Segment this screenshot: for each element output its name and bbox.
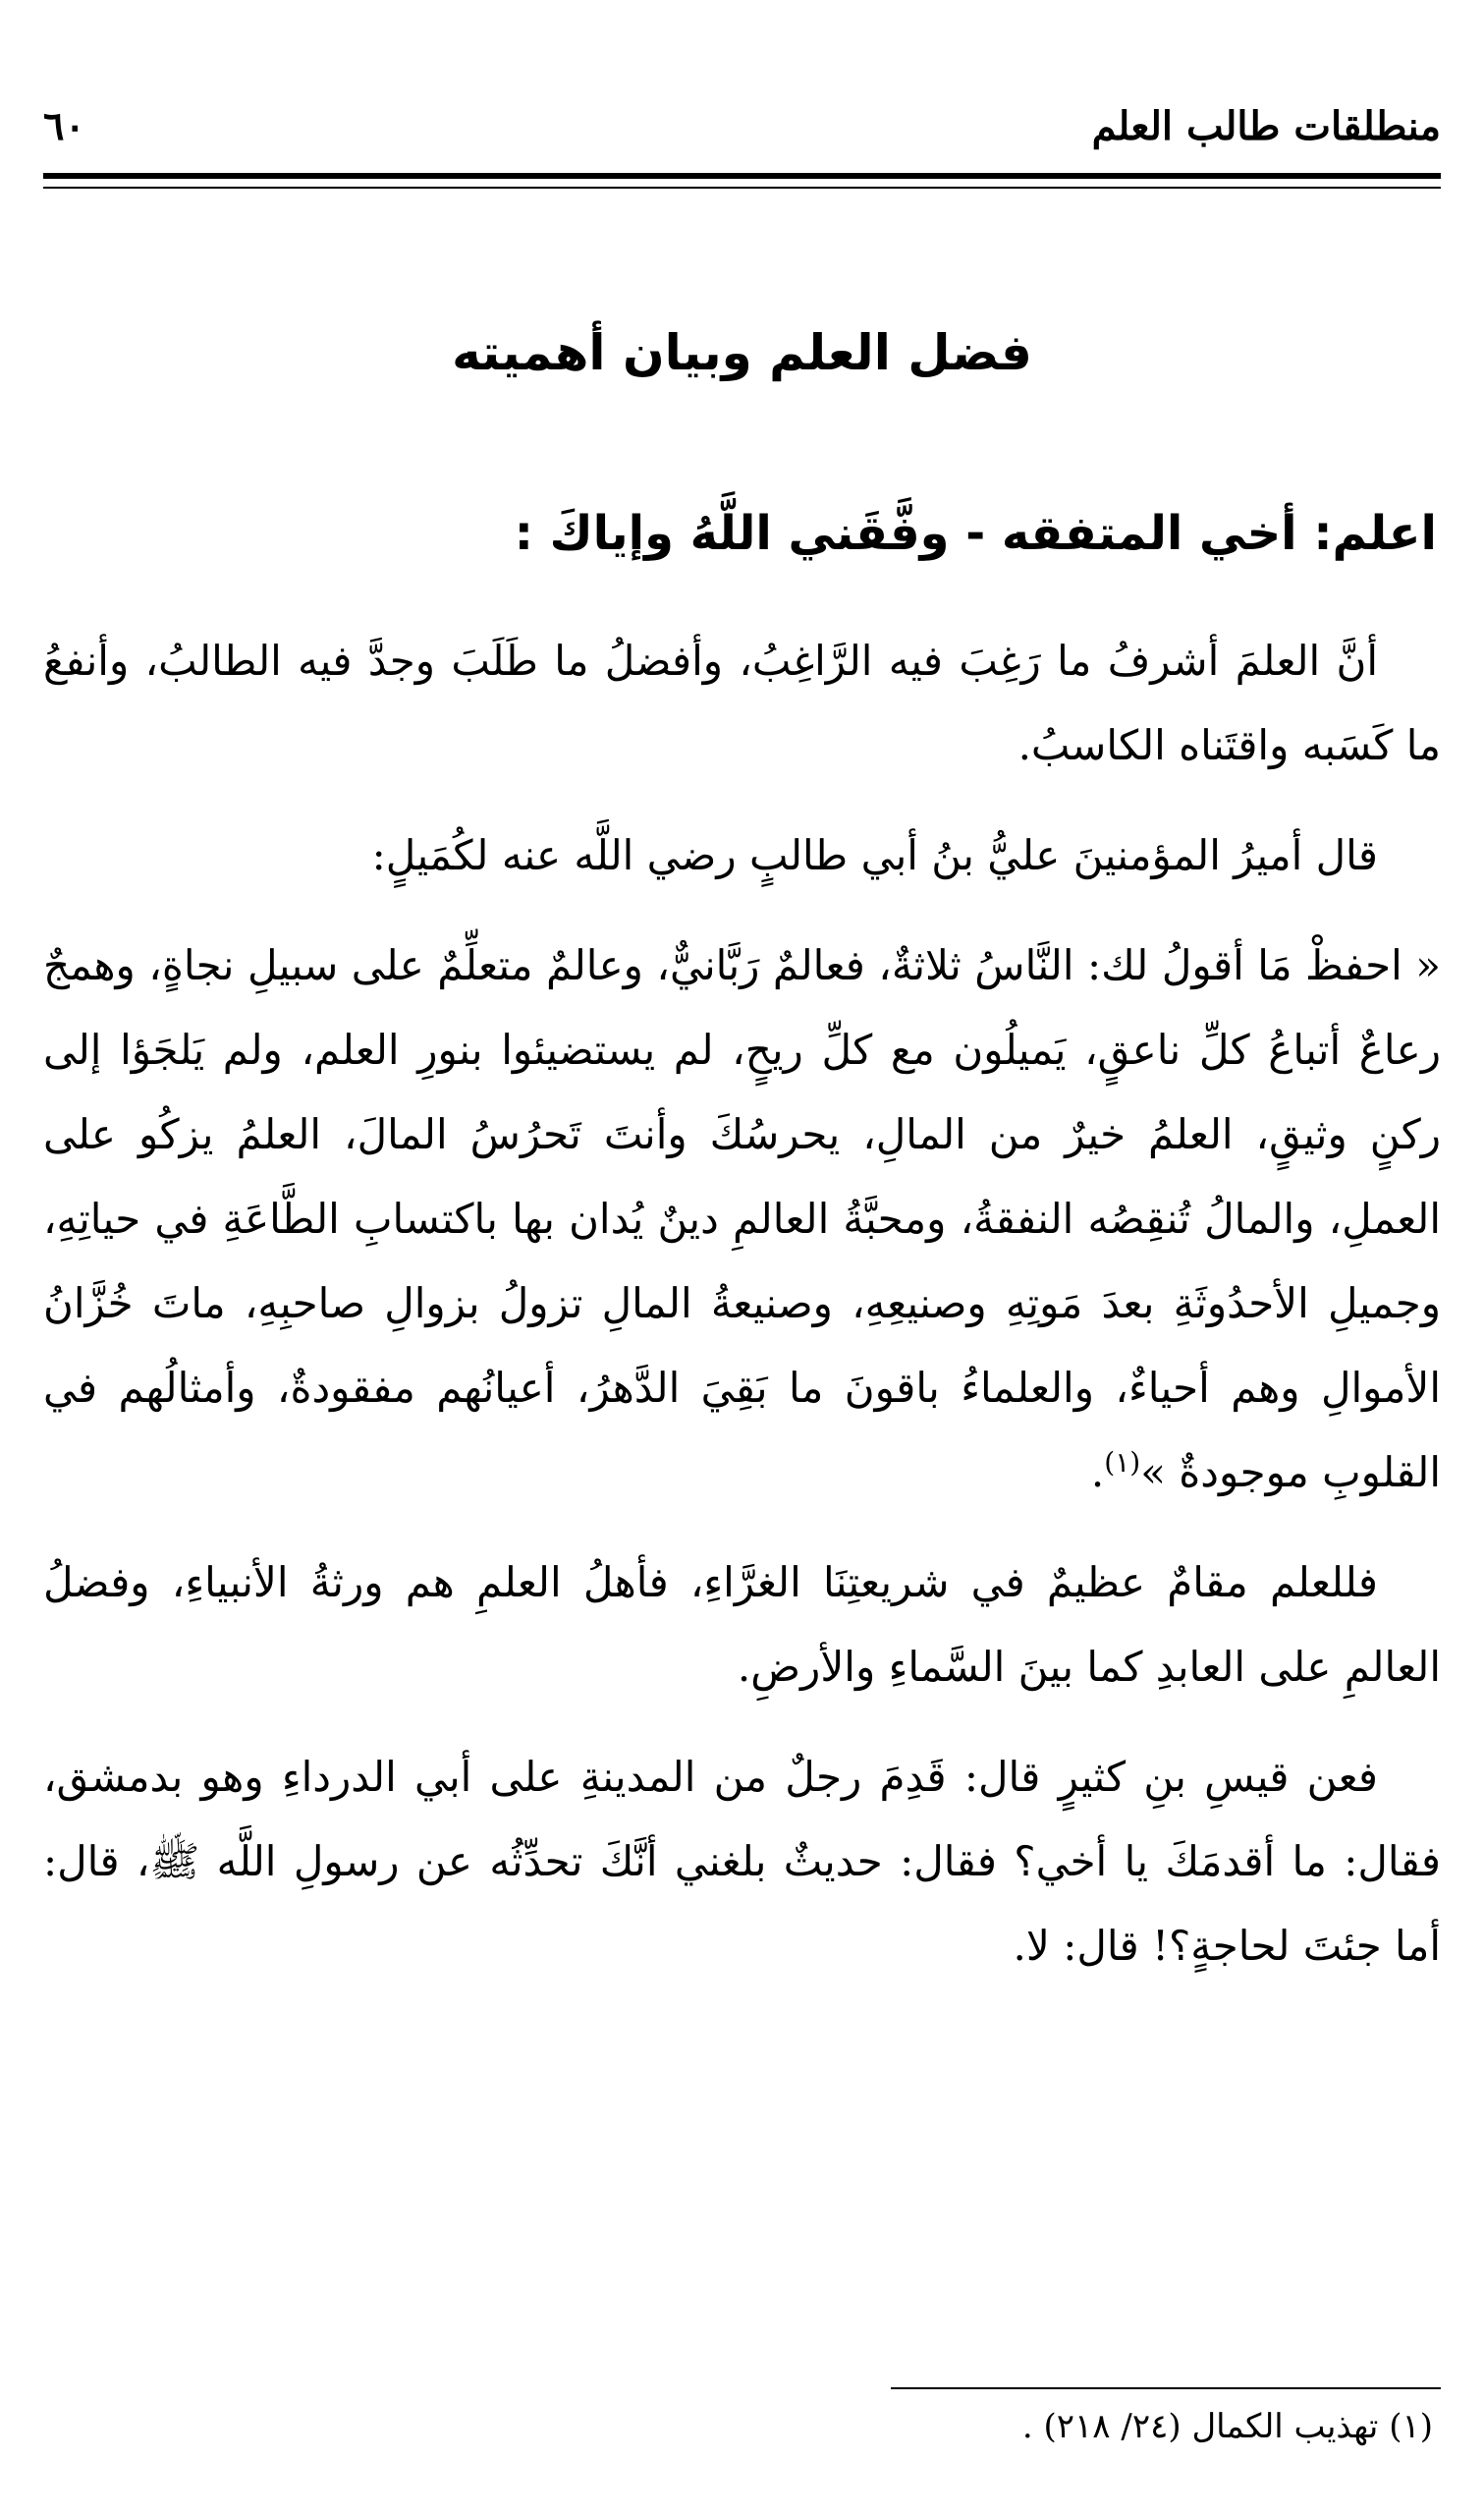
paragraph-1: أنَّ العلمَ أشرفُ ما رَغِبَ فيه الرَّاغِبُ، وأفضلُ ما طَلَبَ وجدَّ فيه الطالبُ، وأنفعُ ما كَسَبه واقتَناه الكاسبُ.: [43, 637, 1441, 769]
page-number: ٦٠: [43, 102, 85, 149]
footnote-marker: (١): [1104, 1446, 1141, 1479]
header-rule-thin: [43, 187, 1441, 189]
quote-end: .: [1090, 1448, 1105, 1496]
quote-paragraph: [43, 923, 1441, 1515]
header-rule-thick: [43, 173, 1441, 179]
chapter-title: فضل العلم وبيان أهميته: [452, 324, 1032, 381]
footnote-rule: [891, 2387, 1441, 2389]
paragraph-5: فعن قيسِ بنِ كثيرٍ قال: قَدِمَ رجلٌ من المدينةِ على أبي الدرداءِ وهو بدمشق، فقال: ما أقدمَكَ يا أخي؟ فقال: حديثٌ بلغني أنَّكَ تحدِّثُه عن رسولِ اللَّه ﷺ، قال: أما جئتَ لحاجةٍ؟! قال: لا.: [43, 1753, 1441, 1970]
footnote: (١) تهذيب الكمال (٢٤/ ٢١٨) .: [1021, 2407, 1433, 2446]
quote-text: « احفظْ مَا أقولُ لك: النَّاسُ ثلاثةٌ، فعالمٌ رَبَّانيٌّ، وعالمٌ متعلِّمٌ على سبيلِ نجاةٍ، وهمجٌ رعاعٌ أتباعُ كلِّ ناعقٍ، يَميلُون مع كلِّ ريحٍ، لم يستضيئوا بنورِ العلم، ولم يَلجَؤا إلى ركنٍ وثيقٍ، العلمُ خيرٌ من المالِ، يحرسُكَ وأنتَ تَحرُسُ المالَ، العلمُ يزكُو على العملِ، والمالُ تُنقِصُه النفقةُ، ومحبَّةُ العالمِ دينٌ يُدان بها باكتسابِ الطَّاعَةِ في حياتِهِ، وجميلِ الأحدُوثَةِ بعدَ مَوتِهِ وصنيعِهِ، وصنيعةُ المالِ تزولُ بزوالِ صاحبِهِ، ماتَ خُزَّانُ الأموالِ وهم أحياءٌ، والعلماءُ باقونَ ما بَقِيَ الدَّهرُ، أعيانُهم مفقودةٌ، وأمثالُهم في القلوبِ موجودةٌ »: [43, 941, 1441, 1496]
page-header: [43, 86, 1441, 165]
paragraph-2: قال أميرُ المؤمنينَ عليُّ بنُ أبي طالبٍ رضي اللَّه عنه لكُمَيلٍ:: [371, 831, 1378, 879]
body-text: [43, 619, 1441, 2014]
opening-heading: اعلم: أخي المتفقه - وفَّقَني اللَّهُ وإياكَ :: [514, 506, 1437, 561]
running-title: منطلقات طالب العلم: [1091, 102, 1441, 149]
paragraph-4: فللعلم مقامٌ عظيمٌ في شريعتِنَا الغرَّاءِ، فأهلُ العلمِ هم ورثةُ الأنبياءِ، وفضلُ العالمِ على العابدِ كما بينَ السَّماءِ والأرضِ.: [43, 1558, 1441, 1691]
